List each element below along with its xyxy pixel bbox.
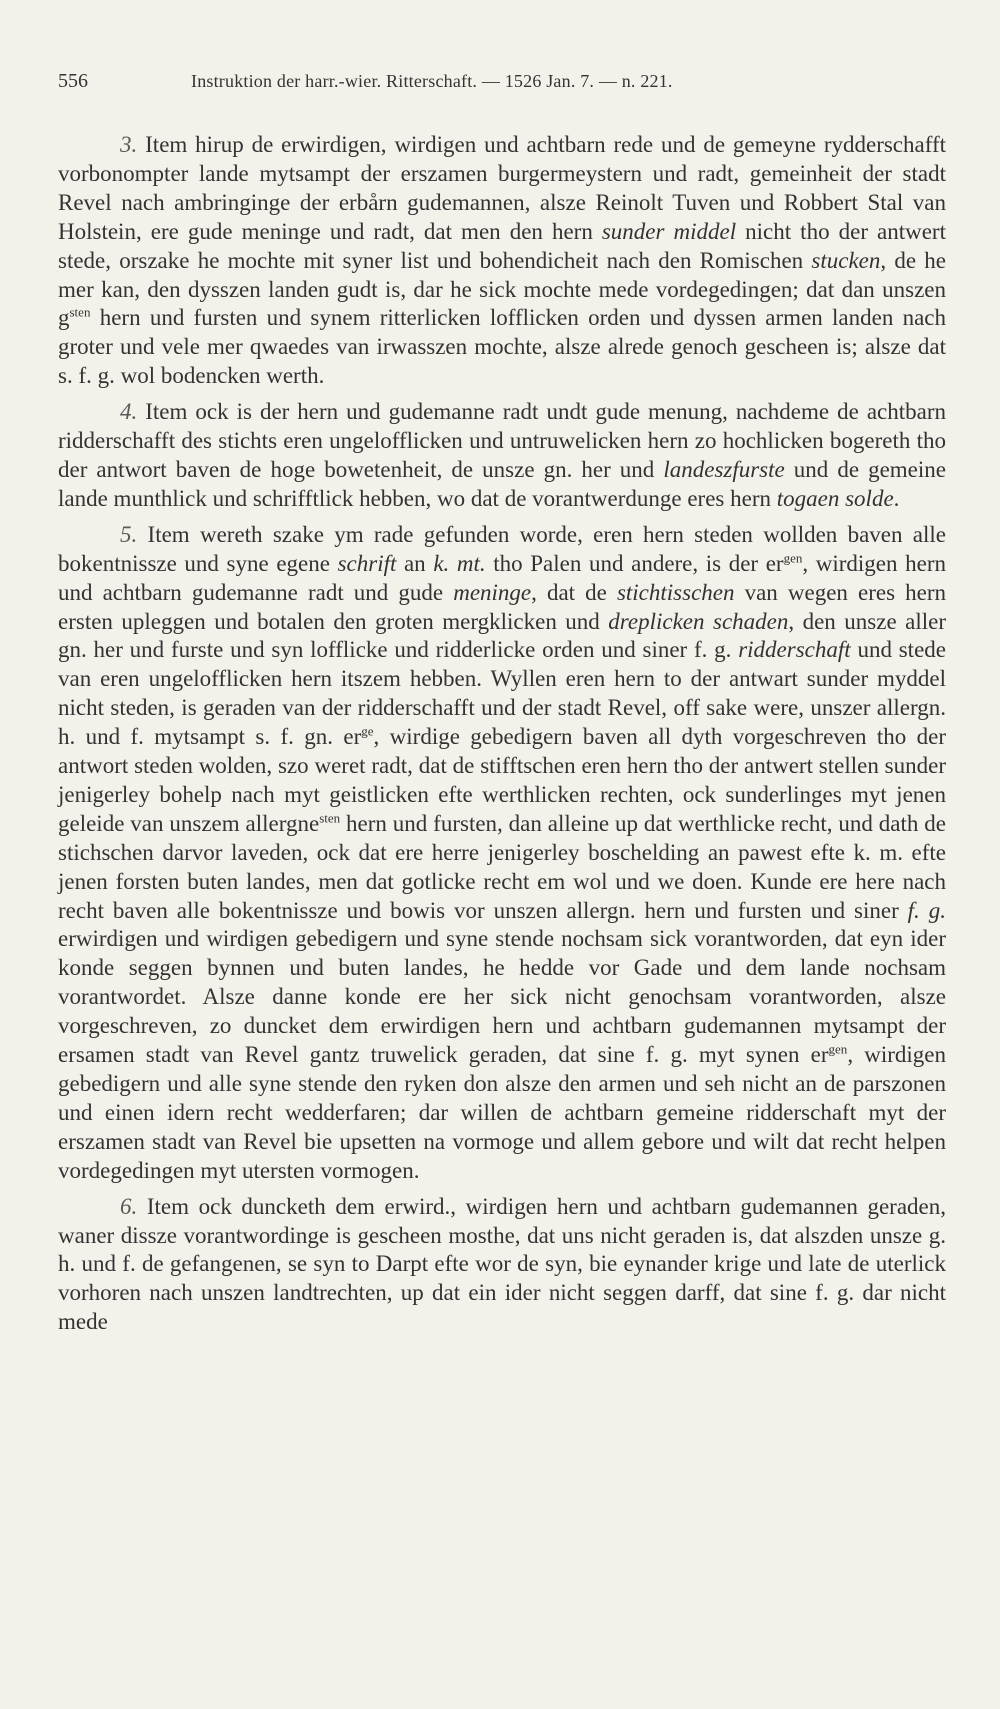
emphasis-text: stucken: [811, 247, 881, 273]
superscript-abbrev: gen: [783, 550, 803, 566]
page-number: 556: [58, 70, 88, 92]
emphasis-text: togaen solde: [776, 485, 894, 511]
emphasis-text: ridderschaft: [738, 637, 851, 663]
paragraph-text: van wegen eres hern ersten upleggen und botalen den groten mergklicken und: [58, 579, 946, 634]
paragraph-number: 3.: [120, 132, 138, 157]
emphasis-text: stichtisschen: [616, 579, 735, 605]
paragraph: [58, 398, 946, 514]
paragraph-text: Item ock is der hern und gudemanne radt undt gude menung, nachdeme de achtbarn ridderschafft des stichts eren ungelofflicken und untruwelicken hern zo hochlicken bogereth tho der antwort baven de hoge bowetenheit, de unsze gn. her und: [58, 399, 946, 482]
emphasis-text: landeszfurste: [663, 456, 785, 482]
paragraph-text: tho Palen und andere, is der er: [485, 550, 784, 576]
superscript-abbrev: gen: [828, 1041, 848, 1057]
paragraph-text: Item hirup de erwirdigen, wirdigen und achtbarn rede und de gemeyne rydderschafft vorbonompter lande mytsampt der erszamen burgermeystern und radt, gemeinheit der stadt Revel nach ambringinge der erbårn gudemannen, alsze Reinolt Tuven und Robbert Stal van Holstein, ere gude meninge und radt, dat men den hern: [58, 132, 947, 244]
paragraph-text: , wirdige gebedigern baven all dyth vorgeschreven tho der antwort steden wolden, szo weret radt, dat de stifftschen eren hern tho der antwert stellen sunder jenigerley bohelp nach myt geistlicken efte werthlicken rechten, ock sunderlinges myt jenen geleide van unszem allergne: [58, 724, 946, 836]
paragraph-text: , wirdigen hern und achtbarn gudemanne radt und gude: [58, 550, 946, 605]
superscript-abbrev: sten: [319, 810, 341, 826]
paragraph-text: hern und fursten, dan alleine up dat werthlicke recht, und dath de stichschen darvor laveden, ock dat ere herre jenigerley boschelding an pawest efte k. m. efte jenen forsten buten landes, men dat gotlicke recht em wol und we doen. Kunde ere here nach recht baven alle bokentnissze und bowis vor unszen allergn. hern und fursten und siner: [58, 810, 946, 923]
emphasis-text: sunder middel: [601, 218, 737, 244]
paragraph-text: , den unsze aller gn. her und furste und syn lofflicke und ridderlicke orden und siner f. g.: [58, 608, 946, 663]
paragraph: [58, 131, 946, 391]
paragraph-text: und stede van eren ungelofflicken hern itszem hebben. Wyllen eren hern to der antwart sunder myddel nicht steden, is geraden van der ridderschafft und der stadt Revel, off sake were, unszer allergn. h. und f. mytsampt s. f. gn. er: [58, 637, 946, 750]
paragraph-text: erwirdigen und wirdigen gebedigern und syne stende nochsam sick vorantworden, dat eyn ider konde seggen bynnen und buten landes, he hedde vor Gade und dem lande nochsam vorantwordet. Alsze danne konde ere her sick nicht genochsam vorantworden, alsze vorgeschreven, zo duncket dem erwirdigen hern und achtbarn gudemannen mytsampt der ersamen stadt van Revel gantz truwelick geraden, dat sine f. g. myt synen er: [58, 926, 946, 1068]
emphasis-text: schrift: [337, 550, 397, 576]
paragraph: [58, 1193, 946, 1338]
paragraph-number: 5.: [120, 521, 138, 547]
paragraph-text: , de he mer kan, den dysszen landen gudt is, dar he sick mochte mede vordegedingen; dat dan unszen g: [58, 247, 946, 331]
paragraph-text: und de gemeine lande munthlick und schrifftlick hebben, wo dat de vorantwerdunge eres hern: [58, 456, 946, 511]
paragraph-text: Item ock duncketh dem erwird., wirdigen hern und achtbarn gudemannen geraden, waner dissze vorantwordinge is gescheen mosthe, dat uns nicht geraden is, dat alszden unsze g. h. und f. de gefangenen, se syn to Darpt efte wor de syn, bie eynander krige und late de uterlick vorhoren nach unszen landtrechten, up dat ein ider nicht seggen darff, dat sine f. g. dar nicht mede: [58, 1193, 947, 1335]
running-title: Instruktion der harr.-wier. Ritterschaft. — 1526 Jan. 7. — n. 221.: [191, 71, 673, 91]
paragraph-text: , dat de: [531, 579, 617, 605]
superscript-abbrev: sten: [69, 304, 91, 320]
paragraph-text: hern und fursten und synem ritterlicken lofflicken orden und dyssen armen landen nach groter und vele mer qwaedes van irwasszen mochte, alsze alrede genoch gescheen is; alsze dat s. f. g. wol bodencken werth.: [58, 305, 946, 389]
paragraph: [58, 521, 946, 1186]
emphasis-text: meninge: [453, 579, 532, 605]
page-header: [58, 70, 930, 104]
emphasis-text: f. g.: [907, 897, 947, 923]
paragraph-text: .: [893, 485, 900, 511]
paragraph-text: Item wereth szake ym rade gefunden worde, eren hern steden wollden baven alle bokentnissze und syne egene: [58, 521, 946, 576]
emphasis-text: dreplicken schaden: [608, 608, 789, 634]
emphasis-text: k. mt.: [433, 550, 486, 576]
paragraph-number: 6.: [120, 1193, 138, 1219]
paragraph-text: nicht tho der antwert stede, orszake he mochte mit syner list und bohendicheit nach den Romischen: [58, 218, 946, 273]
superscript-abbrev: ge: [361, 723, 374, 739]
document-body: [58, 131, 946, 1337]
paragraph-text: , wirdigen gebedigern und alle syne stende den ryken don alsze den armen und seh nicht an de parszonen und einen idern recht wedderfaren; dar willen de achtbarn gemeine ridderschaft myt der erszamen stadt van Revel bie upsetten na vormoge und allem gebore und wilt dat recht helpen vordegedingen myt utersten vormogen.: [58, 1042, 946, 1183]
paragraph-text: an: [396, 550, 434, 576]
paragraph-number: 4.: [120, 399, 138, 425]
